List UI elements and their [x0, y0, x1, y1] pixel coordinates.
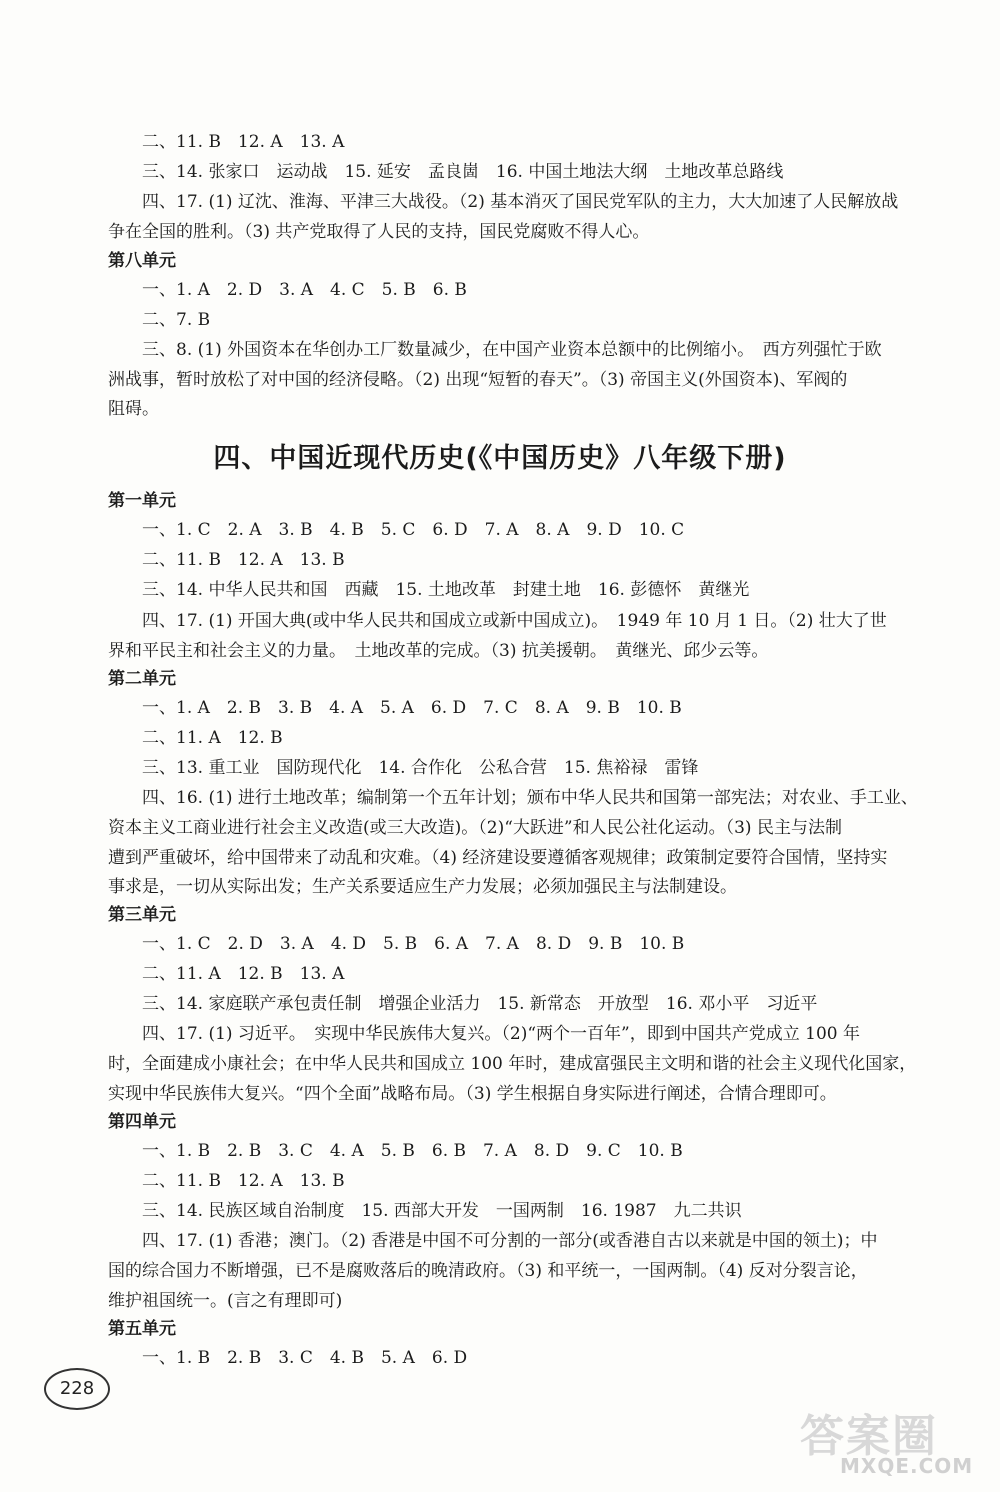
- answer-line: 一、1. A 2. B 3. B 4. A 5. A 6. D 7. C 8. A 9. B 10. B: [142, 698, 682, 718]
- answer-line: 事求是，一切从实际出发；生产关系要适应生产力发展；必须加强民主与法制建设。: [108, 877, 737, 897]
- watermark-logo: [800, 1400, 990, 1480]
- answer-line: 二、11. A 12. B: [142, 728, 283, 748]
- unit-heading: 第一单元: [108, 491, 176, 511]
- unit-heading: 第四单元: [108, 1112, 176, 1132]
- answer-line: 三、14. 家庭联产承包责任制 增强企业活力 15. 新常态 开放型 16. 邓小平 习近平: [142, 994, 818, 1014]
- answer-line: 四、17. (1) 开国大典(或中华人民共和国成立或新中国成立)。 1949 年 10 月 1 日。（2) 壮大了世: [142, 611, 887, 631]
- answer-line: 一、1. C 2. A 3. B 4. B 5. C 6. D 7. A 8. A 9. D 10. C: [142, 520, 685, 540]
- answer-line: 洲战事，暂时放松了对中国的经济侵略。（2) 出现“短暂的春天”。（3) 帝国主义(外国资本)、军阀的: [108, 370, 848, 390]
- answer-line: 实现中华民族伟大复兴。“四个全面”战略布局。（3) 学生根据自身实际进行阐述，合情合理即可。: [108, 1084, 837, 1104]
- answer-line: 一、1. B 2. B 3. C 4. B 5. A 6. D: [142, 1348, 468, 1368]
- answer-line: 维护祖国统一。(言之有理即可): [108, 1291, 343, 1311]
- answer-line: 遭到严重破坏，给中国带来了动乱和灾难。（4) 经济建设要遵循客观规律；政策制定要符合国情，坚持实: [108, 848, 888, 868]
- answer-line: 一、1. C 2. D 3. A 4. D 5. B 6. A 7. A 8. D 9. B 10. B: [142, 934, 685, 954]
- answer-line: 阻碍。: [108, 399, 159, 419]
- watermark-text: 答案圈: [800, 1411, 938, 1462]
- answer-line: 三、13. 重工业 国防现代化 14. 合作化 公私合营 15. 焦裕禄 雷锋: [142, 758, 699, 778]
- section-heading: 四、中国近现代历史(《中国历史》八年级下册): [213, 443, 787, 474]
- answer-line: 界和平民主和社会主义的力量。 土地改革的完成。（3) 抗美援朝。 黄继光、邱少云等。: [108, 641, 769, 661]
- answer-line: 争在全国的胜利。（3) 共产党取得了人民的支持，国民党腐败不得人心。: [108, 222, 650, 242]
- answer-line: 二、11. B 12. A 13. A: [142, 132, 345, 152]
- unit-heading: 第二单元: [108, 669, 176, 689]
- answer-line: 四、17. (1) 习近平。 实现中华民族伟大复兴。（2)“两个一百年”，即到中国共产党成立 100 年: [142, 1024, 861, 1044]
- answer-line: 二、7. B: [142, 310, 211, 330]
- answer-line: 二、11. A 12. B 13. A: [142, 964, 345, 984]
- unit-heading: 第三单元: [108, 905, 176, 925]
- answer-line: 三、8. (1) 外国资本在华创办工厂数量减少，在中国产业资本总额中的比例缩小。 西方列强忙于欧: [142, 340, 882, 360]
- answer-line: 一、1. A 2. D 3. A 4. C 5. B 6. B: [142, 280, 467, 300]
- answer-line: 国的综合国力不断增强，已不是腐败落后的晚清政府。（3) 和平统一，一国两制。（4) 反对分裂言论，: [108, 1261, 868, 1281]
- unit-heading: 第八单元: [108, 251, 176, 271]
- answer-line: 三、14. 民族区域自治制度 15. 西部大开发 一国两制 16. 1987 九二共识: [142, 1201, 742, 1221]
- answer-line: 四、17. (1) 辽沈、淮海、平津三大战役。（2) 基本消灭了国民党军队的主力，大大加速了人民解放战: [142, 192, 899, 212]
- page-number: 228: [44, 1368, 110, 1410]
- answer-line: 三、14. 张家口 运动战 15. 延安 孟良崮 16. 中国土地法大纲 土地改革总路线: [142, 162, 784, 182]
- answer-line: 时，全面建成小康社会；在中华人民共和国成立 100 年时，建成富强民主文明和谐的社会主义现代化国家，: [108, 1054, 917, 1074]
- answer-line: 二、11. B 12. A 13. B: [142, 550, 345, 570]
- answer-line: 四、17. (1) 香港；澳门。（2) 香港是中国不可分割的一部分(或香港自古以来就是中国的领土)；中: [142, 1231, 878, 1251]
- answer-line: 资本主义工商业进行社会主义改造(或三大改造)。（2)“大跃进”和人民公社化运动。（3) 民主与法制: [108, 818, 842, 838]
- answer-line: 一、1. B 2. B 3. C 4. A 5. B 6. B 7. A 8. D 9. C 10. B: [142, 1141, 683, 1161]
- answer-line: 二、11. B 12. A 13. B: [142, 1171, 345, 1191]
- watermark-url: MXQE.COM: [840, 1454, 974, 1478]
- answer-line: 四、16. (1) 进行土地改革；编制第一个五年计划；颁布中华人民共和国第一部宪法；对农业、手工业、: [142, 788, 918, 808]
- unit-heading: 第五单元: [108, 1319, 176, 1339]
- answer-line: 三、14. 中华人民共和国 西藏 15. 土地改革 封建土地 16. 彭德怀 黄继光: [142, 580, 750, 600]
